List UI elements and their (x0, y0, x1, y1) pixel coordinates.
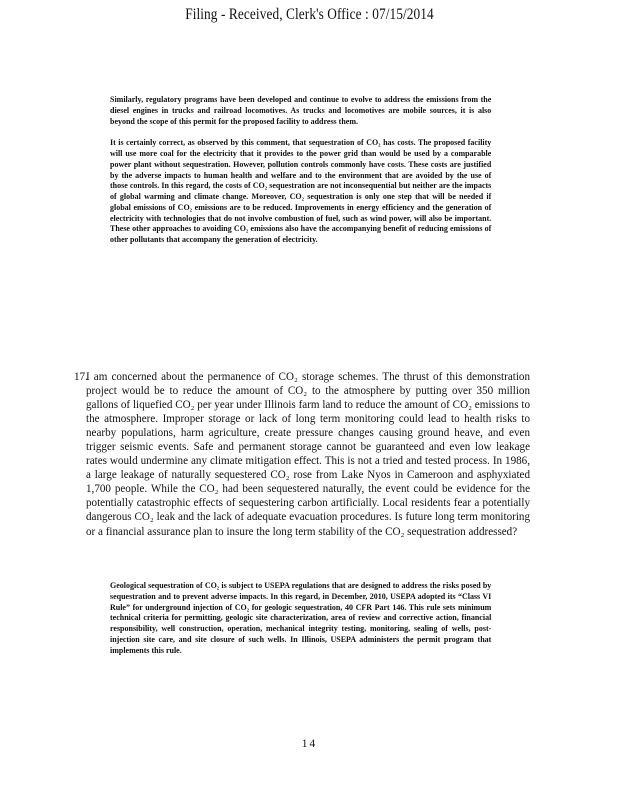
response-paragraph-sequestration-costs: It is certainly correct, as observed by this comment, that sequestration of CO₂ has costs. The proposed facility will use more coal for the electricity that it provides to the power grid than would be used by a comparable power plant without sequestration. However, pollution controls commonly have costs. These costs are justified by the adverse impacts to human health and welfare and to the environment that are avoided by the use of those controls. In this regard, the costs of CO₂ sequestration are not inconsequential but neither are the impacts of global warming and climate change. Moreover, CO₂ sequestration is only one step that will be needed if global emissions of CO₂ emissions are to be reduced. Improvements in energy efficiency and the generation of electricity with technologies that do not involve combustion of fuel, such as wind power, will also be important. These other approaches to avoiding CO₂ emissions also have the accompanying benefit of reducing emissions of other pollutants that accompany the generation of electricity. (110, 137, 492, 244)
page-number: 14 (301, 738, 318, 750)
response-paragraph-mobile-sources: Similarly, regulatory programs have been developed and continue to evolve to address the emissions from the diesel engines in trucks and railroad locomotives. As trucks and locomotives are mobile sources, it is also beyond the scope of this permit for the proposed facility to address them. (110, 94, 492, 126)
comment-number: 17. (74, 371, 88, 383)
response-paragraph-geological-sequestration: Geological sequestration of CO₂ is subject to USEPA regulations that are designed to address the risks posed by sequestration and to prevent adverse impacts. In this regard, in December, 2010, USEPA adopted its “Class VI Rule” for underground injection of CO₂ for geologic sequestration, 40 CFR Part 146. This rule sets minimum technical criteria for permitting, geologic site characterization, area of review and corrective action, financial responsibility, well construction, operation, mechanical integrity testing, monitoring, sealing of wells, post-injection site care, and site closure of such wells. In Illinois, USEPA administers the permit program that implements this rule. (110, 580, 492, 655)
comment-response-block-1 (110, 94, 491, 245)
comment-17-text: I am concerned about the permanence of CO₂ storage schemes. The thrust of this demonstration project would be to reduce the amount of CO₂ to the atmosphere by putting over 350 million gallons of liquefied CO₂ per year under Illinois farm land to reduce the amount of CO₂ emissions to the atmosphere. Improper storage or lack of long term monitoring could lead to health risks to nearby populations, harm agriculture, create pressure changes causing ground heave, and even trigger seismic events. Safe and permanent storage cannot be guaranteed and even low leakage rates would undermine any climate mitigation effect. This is not a tried and tested process. In 1986, a large leakage of naturally sequestered CO₂ rose from Lake Nyos in Cameroon and asphyxiated 1,700 people. While the CO₂ had been sequestered naturally, the event could be evidence for the potentially catastrophic effects of sequestering carbon artificially. Local residents fear a potentially dangerous CO₂ leak and the lack of adequate evacuation procedures. Is future long term monitoring or a financial assurance plan to insure the long term stability of the CO₂ sequestration addressed? (86, 371, 530, 538)
filing-stamp-header: Filing - Received, Clerk's Office : 07/15/2014 (185, 6, 434, 23)
comment-response-block-2 (110, 580, 491, 655)
